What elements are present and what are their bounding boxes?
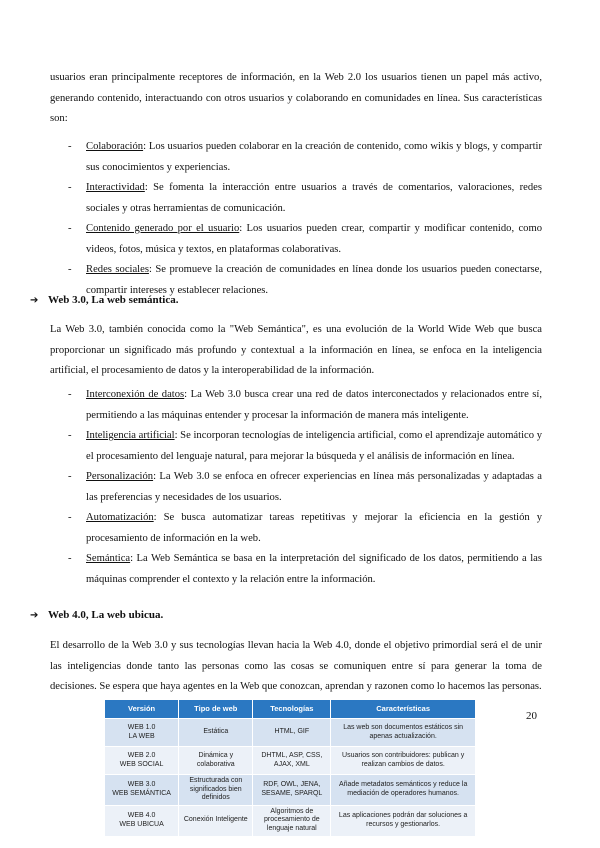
arrow-right-icon: ➔	[30, 610, 39, 621]
web4-paragraph: El desarrollo de la Web 3.0 y sus tecnologías llevan hacia la Web 4.0, donde el objetivo primordial será el de unir las inteligencias donde tanto las personas como las cosas se comuniquen entre sí para generar la toma de decisiones. Se espera que haya agentes en la Web que conozcan, aprendan y razonen como lo hacemos las personas.	[50, 640, 542, 692]
table-cell: RDF, OWL, JENA, SESAME, SPARQL	[253, 775, 331, 806]
table-cell: WEB 1.0 LA WEB	[105, 719, 179, 747]
table-cell: Algoritmos de procesamiento de lenguaje natural	[253, 805, 331, 836]
bullet-dash: -	[68, 553, 72, 564]
feature-item	[68, 467, 542, 508]
web3-paragraph: La Web 3.0, también conocida como la "Web Semántica", es una evolución de la World Wide Web que busca proporcionar un significado más profundo y contextual a la información en línea, se enfoca en la inteligencia artificial, el procesamiento de datos y la interoperabilidad de la información.	[50, 324, 542, 376]
feature-item	[68, 549, 542, 590]
table-cell: Añade metadatos semánticos y reduce la mediación de operadores humanos.	[331, 775, 476, 806]
table-cell: Estática	[179, 719, 253, 747]
table-row	[105, 805, 476, 836]
feature-term: Interactividad	[86, 182, 145, 193]
table-header-cell: Tipo de web	[179, 700, 253, 719]
feature-item	[68, 508, 542, 549]
feature-description: : Se promueve la creación de comunidades en línea donde los usuarios pueden conectarse, compartir intereses y establecer relaciones.	[86, 264, 542, 296]
web3-feature-list	[68, 385, 542, 590]
table-header-cell: Características	[331, 700, 476, 719]
web4-heading	[30, 605, 163, 626]
table-row	[105, 719, 476, 747]
feature-term: Automatización	[86, 512, 154, 523]
table-cell: HTML, GIF	[253, 719, 331, 747]
web4-heading-text: Web 4.0, La web ubicua.	[48, 609, 164, 621]
feature-description: : La Web Semántica se basa en la interpretación del significado de los datos, permitiendo a las máquinas comprender el contexto y la relación entre la información.	[86, 553, 542, 585]
feature-term: Inteligencia artificial	[86, 430, 175, 441]
table-header-cell: Versión	[105, 700, 179, 719]
table-cell: Conexión Inteligente	[179, 805, 253, 836]
table-cell: DHTML, ASP, CSS, AJAX, XML	[253, 747, 331, 775]
bullet-dash: -	[68, 223, 72, 234]
table-cell: WEB 2.0 WEB SOCIAL	[105, 747, 179, 775]
feature-description: : Los usuarios pueden colaborar en la creación de contenido, como wikis y blogs, y compartir sus conocimientos y experiencias.	[86, 141, 542, 173]
table-row	[105, 775, 476, 806]
feature-item	[68, 178, 542, 219]
table-cell: WEB 4.0 WEB UBICUA	[105, 805, 179, 836]
feature-item	[68, 137, 542, 178]
feature-term: Semántica	[86, 553, 131, 564]
feature-item	[68, 219, 542, 260]
feature-description: : Se fomenta la interacción entre usuarios a través de comentarios, valoraciones, redes sociales y otras herramientas de comunicación.	[86, 182, 542, 214]
web2-feature-list	[68, 137, 542, 301]
bullet-dash: -	[68, 389, 72, 400]
table-cell: Usuarios son contribuidores: publican y realizan cambios de datos.	[331, 747, 476, 775]
web-versions-table	[104, 699, 476, 837]
table-header-cell: Tecnologías	[253, 700, 331, 719]
table-cell: WEB 3.0 WEB SEMÁNTICA	[105, 775, 179, 806]
feature-term: Contenido generado por el usuario	[86, 223, 240, 234]
arrow-right-icon: ➔	[30, 295, 39, 306]
bullet-dash: -	[68, 430, 72, 441]
table-cell: Estructurada con significados bien definidos	[179, 775, 253, 806]
feature-item	[68, 385, 542, 426]
intro-paragraph: usuarios eran principalmente receptores de información, en la Web 2.0 los usuarios tienen un papel más activo, generando contenido, interactuando con otros usuarios y colaborando en comunidades en línea. Sus características son:	[50, 72, 542, 124]
feature-term: Redes sociales	[86, 264, 149, 275]
bullet-dash: -	[68, 512, 72, 523]
feature-description: : Se busca automatizar tareas repetitivas y mejorar la eficiencia en la gestión y procesamiento de información en la web.	[86, 512, 542, 544]
feature-item	[68, 426, 542, 467]
bullet-dash: -	[68, 182, 72, 193]
feature-term: Colaboración	[86, 141, 144, 152]
bullet-dash: -	[68, 471, 72, 482]
feature-description: : La Web 3.0 se enfoca en ofrecer experiencias en línea más personalizadas y adaptadas a las preferencias y necesidades de los usuarios.	[86, 471, 542, 503]
table-cell: Dinámica y colaborativa	[179, 747, 253, 775]
web3-heading-text: Web 3.0, La web semántica.	[48, 294, 179, 306]
feature-term: Personalización	[86, 471, 154, 482]
bullet-dash: -	[68, 141, 72, 152]
web3-heading	[30, 290, 178, 311]
page-number: 20	[526, 710, 537, 722]
table-cell: Las aplicaciones podrán dar soluciones a recursos y gestionarlos.	[331, 805, 476, 836]
table-cell: Las web son documentos estáticos sin apenas actualización.	[331, 719, 476, 747]
feature-description: : Los usuarios pueden crear, compartir y modificar contenido, como videos, fotos, música y textos, en plataformas colaborativas.	[86, 223, 542, 255]
bullet-dash: -	[68, 264, 72, 275]
feature-term: Interconexión de datos	[86, 389, 185, 400]
feature-description: : La Web 3.0 busca crear una red de datos interconectados y relacionados entre sí, permitiendo a las máquinas entender y procesar la información de manera más inteligente.	[86, 389, 542, 421]
feature-description: : Se incorporan tecnologías de inteligencia artificial, como el aprendizaje automático y el procesamiento del lenguaje natural, para mejorar la búsqueda y el análisis de información en línea.	[86, 430, 542, 462]
table-row	[105, 747, 476, 775]
